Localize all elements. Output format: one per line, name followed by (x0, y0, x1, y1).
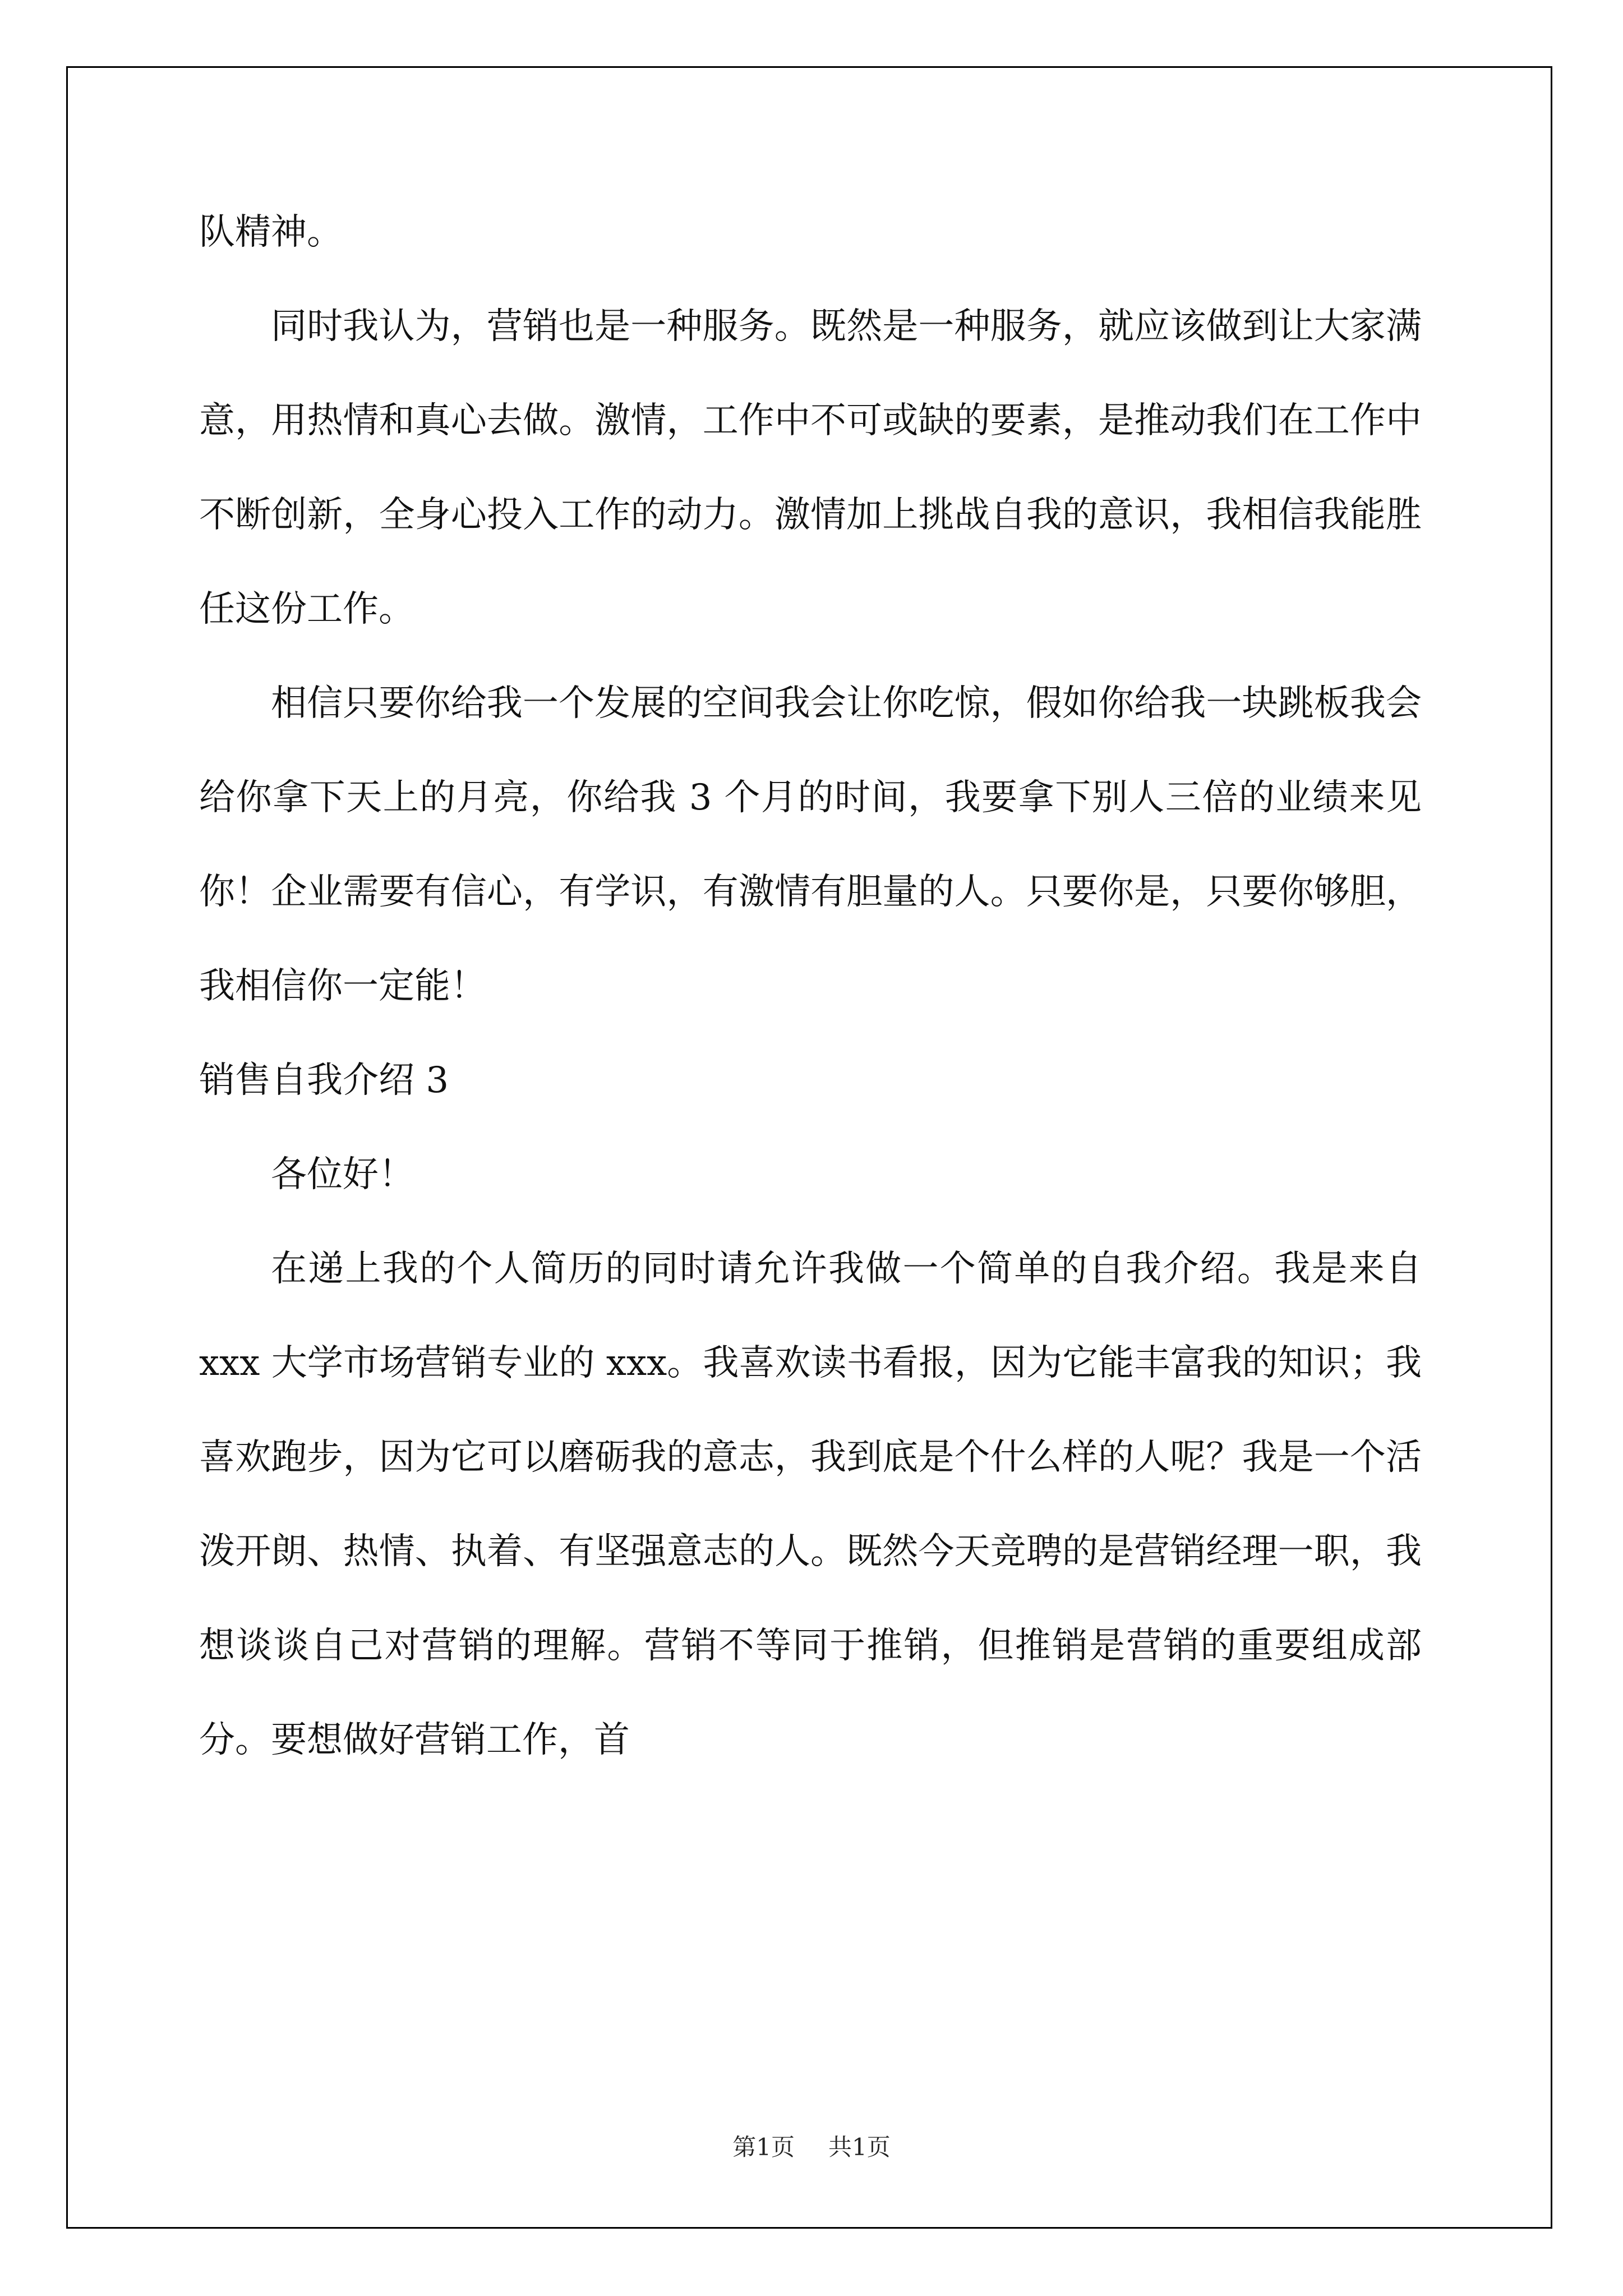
document-body (199, 185, 1422, 1787)
page-number: 第1页 (732, 2133, 795, 2161)
paragraph-3: 相信只要你给我一个发展的空间我会让你吃惊，假如你给我一块跳板我会给你拿下天上的月亮，你给我 3 个月的时间，我要拿下别人三倍的业绩来见你！企业需要有信心，有学识，有激情有胆量的人。只要你是，只要你够胆，我相信你一定能！ (199, 683, 1422, 1007)
page-footer (0, 2129, 1623, 2162)
section-heading: 销售自我介绍 3 (199, 1060, 449, 1101)
paragraph-introduction: 在递上我的个人简历的同时请允许我做一个简单的自我介绍。我是来自 xxx 大学市场营销专业的 xxx。我喜欢读书看报，因为它能丰富我的知识；我喜欢跑步，因为它可以磨砺我的意志，我到底是个什么样的人呢？我是一个活泼开朗、热情、执着、有坚强意志的人。既然今天竞聘的是营销经理一职，我想谈谈自己对营销的理解。营销不等同于推销，但推销是营销的重要组成部分。要想做好营销工作，首 (199, 1248, 1422, 1761)
page-total: 共1页 (828, 2133, 891, 2161)
paragraph-1: 队精神。 (199, 211, 343, 253)
paragraph-2: 同时我认为，营销也是一种服务。既然是一种服务，就应该做到让大家满意，用热情和真心去做。激情，工作中不可或缺的要素，是推动我们在工作中不断创新，全身心投入工作的动力。激情加上挑战自我的意识，我相信我能胜任这份工作。 (199, 306, 1422, 630)
paragraph-greeting: 各位好！ (271, 1154, 414, 1195)
